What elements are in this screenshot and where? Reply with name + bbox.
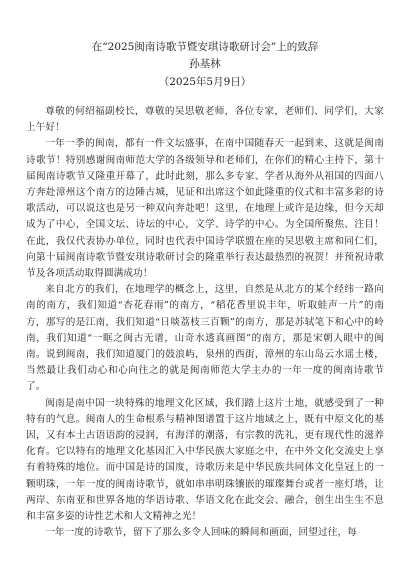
paragraph-minnan-culture: 闽南是南中国一块特殊的地理文化区域，我们踏上这片土地，就感受到了一种特有的气息。闽南人的生命根系与精神图谱置于这片地域之上，既有中原文化的基因，又有本土古语语韵的浸润，有海洋的潮落，有宗教的洗礼，更有现代性的滋养化育。它以特有的地理文化基因汇入中华民族大家庭之中，在中外文化交流史上享有着特殊的地位。而中国是诗的国度，诗歌历来是中华民族共同体文化皇冠上的一颗明珠，一年一度的闽南诗歌节，就如串串明珠镶嵌的璀璨舞台或者一座灯塔，让两岸、东南亚和世界各地的华语诗歌、华语文化在此交会、融合，创生出生生不息和丰富多姿的诗性艺术和人文精神之光！ xyxy=(26,397,384,523)
document-date: （2025年5月9日） xyxy=(158,76,252,88)
paragraph-greeting: 尊敬的何绍福副校长，尊敬的吴思敬老师，各位专家，老师们、同学们，大家上午好！ xyxy=(26,106,384,134)
document-title: 在“2025闽南诗歌节暨安琪诗歌研讨会”上的致辞 xyxy=(91,41,319,53)
document-author: 孙基林 xyxy=(189,58,221,70)
document-body xyxy=(26,104,384,541)
paragraph-festival-memories: 一年一度的诗歌节，留下了那么多令人回味的瞬间和画面，回望过往，每 xyxy=(45,527,357,539)
paragraph-opening: 一年一季的闽南，都有一件文坛盛事，在南中国随春天一起到来，这就是闽南诗歌节！特别感谢闽南师范大学的各级领导和老师们，在你们的精心主持下，第十届闽南诗歌节又隆重开幕了，此时此刻，那么多专家、学者从海外从祖国的四面八方奔赴漳州这个南方的边陲古城，见证和出席这个如此隆重的仪式和丰富多彩的诗歌活动，可以说这也是另一种双向奔赴吧！这里，在地理上或许是边缘，但今天却成为了中心，全国文坛、诗坛的中心，文学、诗学的中心。为全国所聚焦、注目！在此，我仅代表协办单位，同时也代表中国诗学联盟在座的吴思敬主席和同仁们，向第十届闽南诗歌节暨安琪诗歌研讨会的隆重举行表达最热烈的祝贺！并预祝诗歌节及各项活动取得圆满成功！ xyxy=(26,138,384,280)
paragraph-south: 来自北方的我们，在地理学的概念上，这里，自然是从北方的某个经纬一路向南的南方，我们知道“杏花春雨”的南方，“稻花香里说丰年，听取蛙声一片”的南方，那写的是江南，我们知道“日啖荔枝三百颗”的南方，那是苏轼笔下和心中的岭南，我们知道“一眶之闽古无谱，山奇水透真画图”的南方，那是宋朝人眼中的闽南。说到闽南，我们知道厦门的鼓浪屿，泉州的西街，漳州的东山岛云水谣土楼，当然最让我们动心和心向往之的就是闽南师范大学主办的一年一度的闽南诗歌节了。 xyxy=(26,284,384,393)
document-page xyxy=(26,40,384,541)
